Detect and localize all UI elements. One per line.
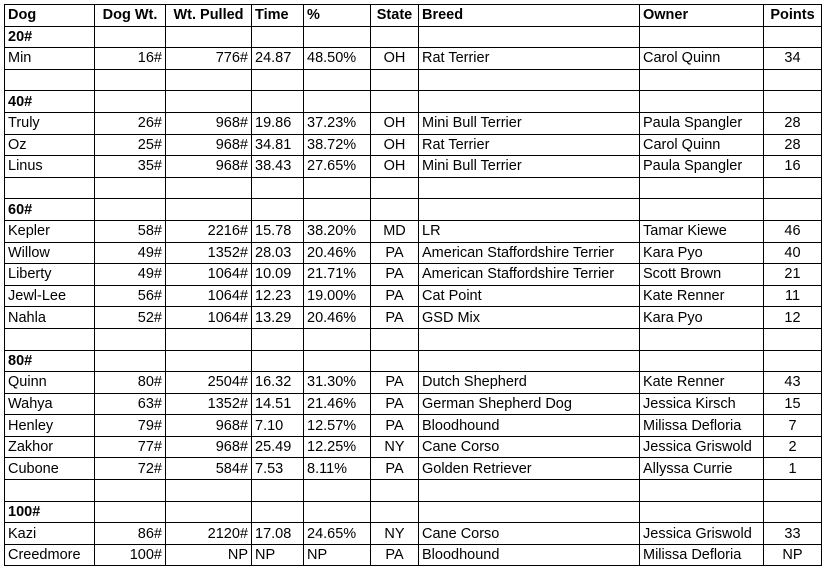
spacer-row	[5, 480, 822, 502]
dog-name-cell: Liberty	[5, 264, 95, 286]
empty-cell	[252, 91, 304, 113]
dog-name-cell: Henley	[5, 415, 95, 437]
breed-cell: German Shepherd Dog	[419, 393, 640, 415]
dog-name-cell: Nahla	[5, 307, 95, 329]
owner-cell: Paula Spangler	[640, 156, 764, 178]
empty-cell	[764, 199, 822, 221]
owner-cell: Paula Spangler	[640, 112, 764, 134]
owner-cell: Milissa Defloria	[640, 415, 764, 437]
table-row	[5, 285, 822, 307]
empty-cell	[764, 69, 822, 91]
table-body	[5, 26, 822, 566]
time-cell: 7.53	[252, 458, 304, 480]
weight-pulled-cell: 776#	[166, 48, 252, 70]
points-cell: 43	[764, 372, 822, 394]
dog-weight-cell: 77#	[95, 436, 166, 458]
empty-cell	[166, 350, 252, 372]
weight-pulled-cell: 1352#	[166, 242, 252, 264]
breed-cell: GSD Mix	[419, 307, 640, 329]
percent-cell: 12.57%	[304, 415, 371, 437]
table-row	[5, 242, 822, 264]
empty-cell	[419, 69, 640, 91]
percent-cell: 38.20%	[304, 220, 371, 242]
time-cell: 25.49	[252, 436, 304, 458]
results-table	[4, 4, 822, 566]
empty-cell	[166, 199, 252, 221]
empty-cell	[166, 26, 252, 48]
breed-cell: Golden Retriever	[419, 458, 640, 480]
dog-name-cell: Linus	[5, 156, 95, 178]
empty-cell	[419, 91, 640, 113]
weight-pulled-cell: 1064#	[166, 285, 252, 307]
percent-cell: 8.11%	[304, 458, 371, 480]
weight-pulled-cell: 2216#	[166, 220, 252, 242]
empty-cell	[95, 501, 166, 523]
table-row	[5, 523, 822, 545]
table-row	[5, 458, 822, 480]
percent-cell: 19.00%	[304, 285, 371, 307]
dog-name-cell: Jewl-Lee	[5, 285, 95, 307]
weight-pulled-cell: 1064#	[166, 307, 252, 329]
breed-cell: Mini Bull Terrier	[419, 156, 640, 178]
empty-cell	[371, 350, 419, 372]
weight-pulled-cell: 584#	[166, 458, 252, 480]
empty-cell	[304, 26, 371, 48]
points-cell: 40	[764, 242, 822, 264]
points-cell: 2	[764, 436, 822, 458]
header-breed: Breed	[419, 5, 640, 27]
empty-cell	[252, 69, 304, 91]
table-row	[5, 156, 822, 178]
dog-weight-cell: 16#	[95, 48, 166, 70]
owner-cell: Jessica Kirsch	[640, 393, 764, 415]
points-cell: 11	[764, 285, 822, 307]
table-row	[5, 112, 822, 134]
percent-cell: 48.50%	[304, 48, 371, 70]
time-cell: 24.87	[252, 48, 304, 70]
state-cell: NY	[371, 523, 419, 545]
empty-cell	[252, 177, 304, 199]
time-cell: 14.51	[252, 393, 304, 415]
header-dog-weight: Dog Wt.	[95, 5, 166, 27]
empty-cell	[640, 328, 764, 350]
empty-cell	[304, 199, 371, 221]
owner-cell: Kate Renner	[640, 372, 764, 394]
header-percent: %	[304, 5, 371, 27]
empty-cell	[371, 26, 419, 48]
points-cell: 7	[764, 415, 822, 437]
weight-pulled-cell: 968#	[166, 112, 252, 134]
points-cell: 16	[764, 156, 822, 178]
empty-cell	[5, 480, 95, 502]
empty-cell	[252, 328, 304, 350]
dog-name-cell: Min	[5, 48, 95, 70]
breed-cell: Dutch Shepherd	[419, 372, 640, 394]
dog-weight-cell: 26#	[95, 112, 166, 134]
time-cell: 19.86	[252, 112, 304, 134]
empty-cell	[252, 480, 304, 502]
percent-cell: 37.23%	[304, 112, 371, 134]
state-cell: OH	[371, 134, 419, 156]
header-owner: Owner	[640, 5, 764, 27]
weight-class-label: 60#	[5, 199, 95, 221]
table-row	[5, 220, 822, 242]
table-row	[5, 393, 822, 415]
empty-cell	[640, 69, 764, 91]
empty-cell	[95, 69, 166, 91]
breed-cell: American Staffordshire Terrier	[419, 242, 640, 264]
weight-class-row	[5, 350, 822, 372]
state-cell: NY	[371, 436, 419, 458]
empty-cell	[640, 350, 764, 372]
empty-cell	[304, 328, 371, 350]
weight-pulled-cell: 2504#	[166, 372, 252, 394]
weight-class-row	[5, 199, 822, 221]
empty-cell	[5, 177, 95, 199]
weight-class-row	[5, 26, 822, 48]
owner-cell: Jessica Griswold	[640, 523, 764, 545]
empty-cell	[640, 91, 764, 113]
weight-pulled-cell: 968#	[166, 134, 252, 156]
owner-cell: Allyssa Currie	[640, 458, 764, 480]
weight-pulled-cell: 968#	[166, 415, 252, 437]
empty-cell	[95, 199, 166, 221]
state-cell: PA	[371, 544, 419, 566]
weight-pulled-cell: 1064#	[166, 264, 252, 286]
empty-cell	[419, 177, 640, 199]
state-cell: PA	[371, 242, 419, 264]
percent-cell: 24.65%	[304, 523, 371, 545]
header-state: State	[371, 5, 419, 27]
owner-cell: Jessica Griswold	[640, 436, 764, 458]
empty-cell	[304, 91, 371, 113]
empty-cell	[764, 26, 822, 48]
points-cell: 28	[764, 112, 822, 134]
dog-name-cell: Truly	[5, 112, 95, 134]
time-cell: 10.09	[252, 264, 304, 286]
empty-cell	[764, 177, 822, 199]
percent-cell: 21.46%	[304, 393, 371, 415]
empty-cell	[95, 328, 166, 350]
percent-cell: 20.46%	[304, 307, 371, 329]
weight-pulled-cell: 2120#	[166, 523, 252, 545]
points-cell: 21	[764, 264, 822, 286]
empty-cell	[419, 480, 640, 502]
empty-cell	[95, 177, 166, 199]
dog-name-cell: Wahya	[5, 393, 95, 415]
header-weight-pulled: Wt. Pulled	[166, 5, 252, 27]
time-cell: 12.23	[252, 285, 304, 307]
dog-weight-cell: 52#	[95, 307, 166, 329]
weight-class-label: 40#	[5, 91, 95, 113]
empty-cell	[764, 328, 822, 350]
empty-cell	[764, 480, 822, 502]
state-cell: OH	[371, 48, 419, 70]
dog-weight-cell: 80#	[95, 372, 166, 394]
owner-cell: Kara Pyo	[640, 307, 764, 329]
table-row	[5, 372, 822, 394]
percent-cell: 12.25%	[304, 436, 371, 458]
state-cell: PA	[371, 393, 419, 415]
header-row	[5, 5, 822, 27]
empty-cell	[95, 91, 166, 113]
time-cell: 16.32	[252, 372, 304, 394]
owner-cell: Tamar Kiewe	[640, 220, 764, 242]
state-cell: PA	[371, 285, 419, 307]
weight-class-label: 100#	[5, 501, 95, 523]
percent-cell: 21.71%	[304, 264, 371, 286]
time-cell: 38.43	[252, 156, 304, 178]
empty-cell	[371, 501, 419, 523]
empty-cell	[371, 480, 419, 502]
dog-weight-cell: 72#	[95, 458, 166, 480]
percent-cell: 27.65%	[304, 156, 371, 178]
breed-cell: Mini Bull Terrier	[419, 112, 640, 134]
dog-name-cell: Kazi	[5, 523, 95, 545]
empty-cell	[252, 350, 304, 372]
table-row	[5, 436, 822, 458]
points-cell: 34	[764, 48, 822, 70]
dog-weight-cell: 56#	[95, 285, 166, 307]
empty-cell	[252, 501, 304, 523]
points-cell: 1	[764, 458, 822, 480]
points-cell: 15	[764, 393, 822, 415]
table-row	[5, 134, 822, 156]
empty-cell	[419, 328, 640, 350]
dog-name-cell: Cubone	[5, 458, 95, 480]
empty-cell	[640, 177, 764, 199]
header-points: Points	[764, 5, 822, 27]
time-cell: 34.81	[252, 134, 304, 156]
time-cell: 17.08	[252, 523, 304, 545]
empty-cell	[95, 350, 166, 372]
dog-weight-cell: 100#	[95, 544, 166, 566]
owner-cell: Carol Quinn	[640, 134, 764, 156]
weight-pulled-cell: NP	[166, 544, 252, 566]
weight-pulled-cell: 968#	[166, 156, 252, 178]
empty-cell	[640, 199, 764, 221]
empty-cell	[640, 501, 764, 523]
breed-cell: Rat Terrier	[419, 48, 640, 70]
time-cell: 28.03	[252, 242, 304, 264]
empty-cell	[371, 69, 419, 91]
empty-cell	[5, 69, 95, 91]
weight-pulled-cell: 1352#	[166, 393, 252, 415]
state-cell: PA	[371, 458, 419, 480]
empty-cell	[640, 480, 764, 502]
percent-cell: NP	[304, 544, 371, 566]
spacer-row	[5, 69, 822, 91]
empty-cell	[419, 350, 640, 372]
dog-weight-cell: 79#	[95, 415, 166, 437]
empty-cell	[95, 26, 166, 48]
state-cell: PA	[371, 264, 419, 286]
state-cell: MD	[371, 220, 419, 242]
time-cell: 15.78	[252, 220, 304, 242]
breed-cell: American Staffordshire Terrier	[419, 264, 640, 286]
owner-cell: Milissa Defloria	[640, 544, 764, 566]
empty-cell	[371, 328, 419, 350]
dog-name-cell: Creedmore	[5, 544, 95, 566]
spacer-row	[5, 177, 822, 199]
dog-name-cell: Kepler	[5, 220, 95, 242]
empty-cell	[764, 91, 822, 113]
breed-cell: Rat Terrier	[419, 134, 640, 156]
empty-cell	[764, 350, 822, 372]
percent-cell: 20.46%	[304, 242, 371, 264]
dog-name-cell: Zakhor	[5, 436, 95, 458]
dog-weight-cell: 25#	[95, 134, 166, 156]
weight-class-row	[5, 501, 822, 523]
dog-weight-cell: 49#	[95, 242, 166, 264]
time-cell: 7.10	[252, 415, 304, 437]
points-cell: NP	[764, 544, 822, 566]
header-dog: Dog	[5, 5, 95, 27]
owner-cell: Scott Brown	[640, 264, 764, 286]
weight-class-label: 80#	[5, 350, 95, 372]
empty-cell	[371, 177, 419, 199]
time-cell: NP	[252, 544, 304, 566]
empty-cell	[419, 26, 640, 48]
breed-cell: Cat Point	[419, 285, 640, 307]
empty-cell	[252, 199, 304, 221]
empty-cell	[252, 26, 304, 48]
points-cell: 33	[764, 523, 822, 545]
empty-cell	[371, 199, 419, 221]
breed-cell: Bloodhound	[419, 544, 640, 566]
points-cell: 46	[764, 220, 822, 242]
breed-cell: Bloodhound	[419, 415, 640, 437]
empty-cell	[371, 91, 419, 113]
table-row	[5, 48, 822, 70]
state-cell: PA	[371, 372, 419, 394]
breed-cell: Cane Corso	[419, 436, 640, 458]
empty-cell	[304, 350, 371, 372]
table-row	[5, 264, 822, 286]
empty-cell	[304, 501, 371, 523]
empty-cell	[166, 328, 252, 350]
empty-cell	[5, 328, 95, 350]
dog-weight-cell: 35#	[95, 156, 166, 178]
dog-weight-cell: 58#	[95, 220, 166, 242]
weight-class-row	[5, 91, 822, 113]
empty-cell	[166, 91, 252, 113]
empty-cell	[166, 480, 252, 502]
owner-cell: Carol Quinn	[640, 48, 764, 70]
header-time: Time	[252, 5, 304, 27]
empty-cell	[419, 199, 640, 221]
dog-weight-cell: 63#	[95, 393, 166, 415]
weight-class-label: 20#	[5, 26, 95, 48]
empty-cell	[166, 501, 252, 523]
points-cell: 12	[764, 307, 822, 329]
points-cell: 28	[764, 134, 822, 156]
empty-cell	[304, 69, 371, 91]
table-row	[5, 415, 822, 437]
state-cell: OH	[371, 112, 419, 134]
empty-cell	[166, 177, 252, 199]
owner-cell: Kara Pyo	[640, 242, 764, 264]
empty-cell	[640, 26, 764, 48]
dog-weight-cell: 49#	[95, 264, 166, 286]
dog-weight-cell: 86#	[95, 523, 166, 545]
dog-name-cell: Willow	[5, 242, 95, 264]
time-cell: 13.29	[252, 307, 304, 329]
state-cell: PA	[371, 307, 419, 329]
table-row	[5, 544, 822, 566]
state-cell: OH	[371, 156, 419, 178]
empty-cell	[166, 69, 252, 91]
breed-cell: Cane Corso	[419, 523, 640, 545]
empty-cell	[764, 501, 822, 523]
state-cell: PA	[371, 415, 419, 437]
dog-name-cell: Quinn	[5, 372, 95, 394]
breed-cell: LR	[419, 220, 640, 242]
spacer-row	[5, 328, 822, 350]
percent-cell: 38.72%	[304, 134, 371, 156]
empty-cell	[95, 480, 166, 502]
percent-cell: 31.30%	[304, 372, 371, 394]
dog-name-cell: Oz	[5, 134, 95, 156]
empty-cell	[304, 177, 371, 199]
owner-cell: Kate Renner	[640, 285, 764, 307]
empty-cell	[419, 501, 640, 523]
table-row	[5, 307, 822, 329]
empty-cell	[304, 480, 371, 502]
weight-pulled-cell: 968#	[166, 436, 252, 458]
